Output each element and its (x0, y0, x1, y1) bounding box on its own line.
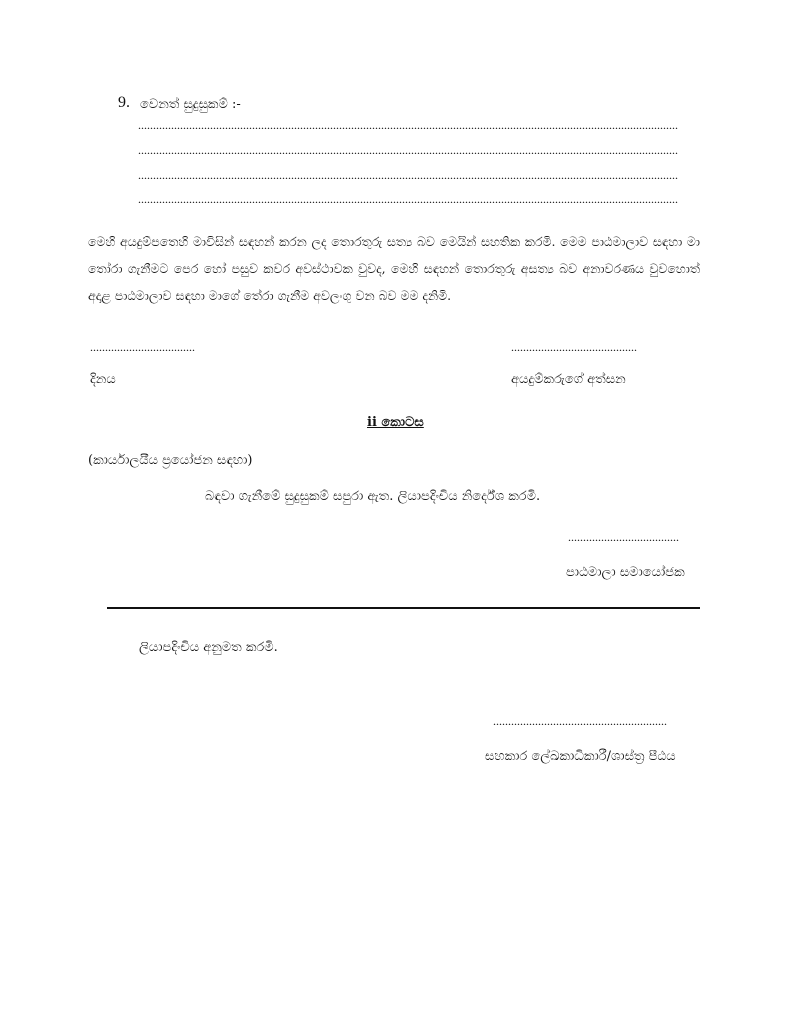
answer-line-3[interactable]: .................................................................................................................................................................................... (138, 168, 678, 182)
coordinator-signature-line[interactable]: ..................................... (568, 530, 679, 544)
answer-line-1[interactable]: .................................................................................................................................................................................... (138, 118, 678, 132)
recommendation-text: බඳවා ගැනීමේ සුදුසුකම් සපුරා ඇත. ලියාපදිංචිය නිර්දේශ කරමි. (205, 489, 541, 504)
approval-signature-line[interactable]: .......................................................... (493, 714, 667, 728)
date-label: දිනය (90, 372, 116, 387)
answer-line-2[interactable]: .................................................................................................................................................................................... (138, 143, 678, 157)
answer-line-4[interactable]: .................................................................................................................................................................................... (138, 192, 678, 206)
signature-label: අයදුම්කරුගේ අත්සන (511, 372, 626, 387)
declaration-paragraph: මෙහි අයදුම්පතෙහි මාවිසින් සඳහන් කරන ලද තොරතුරු සත්‍ය බව මෙයින් සහතික කරමි. මෙම පාඨමාලාව සඳහා මා තෝරා ගැනීමට පෙර හෝ පසුව කවර අවස්ථාවක වුවද, මෙහි සඳහන් තොරතුරු අසත්‍ය බව අනාවරණය වුවහොත් අදාළ පාඨමාලාව සඳහා මාගේ තේරා ගැනීම අවලංගු වන බව මම දනිමි. (88, 234, 700, 303)
date-line[interactable]: ................................... (90, 340, 195, 354)
signature-line[interactable]: .......................................... (511, 340, 637, 354)
office-use-note: (කාර්යාලයීය ප්‍රයෝජන සඳහා) (88, 453, 253, 468)
approval-label: සහකාර ලේඛකාධිකාරී/ශාස්ත්‍ර පීඨය (485, 749, 676, 764)
section-heading: ii කොටස (367, 415, 424, 430)
approval-text: ලියාපදිංචිය අනුමත කරමි. (139, 640, 278, 655)
coordinator-label: පාඨමාලා සමායෝජක (566, 565, 685, 580)
question-label: වෙනත් සුදුසුකම් :- (140, 97, 241, 112)
section-divider (107, 607, 700, 609)
question-number: 9. (118, 94, 130, 111)
